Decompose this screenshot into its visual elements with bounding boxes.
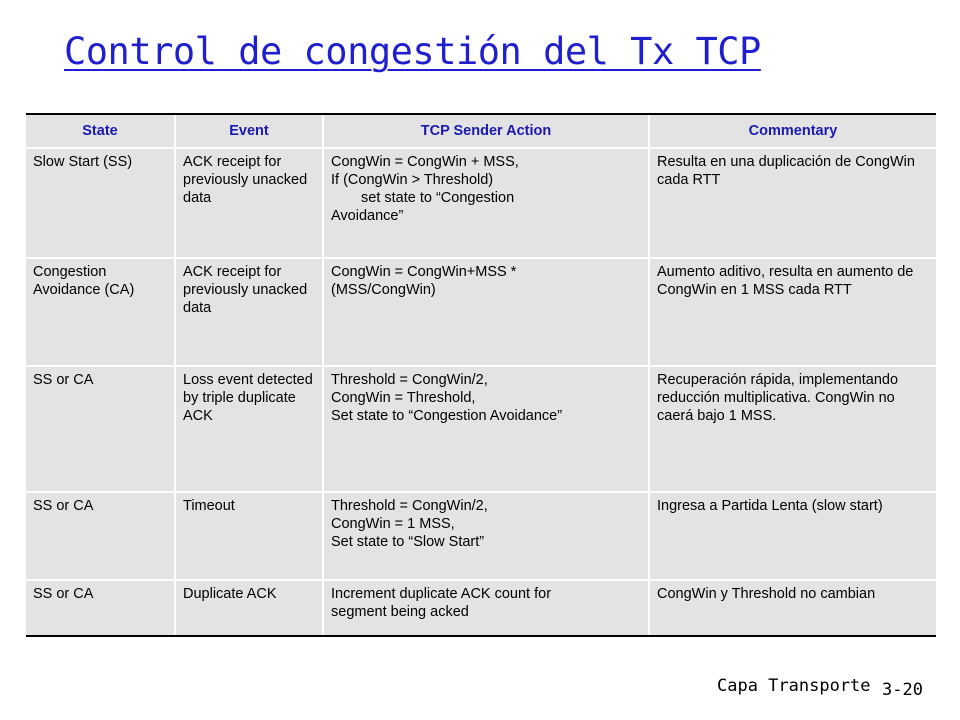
action-line: CongWin = Threshold, <box>331 390 476 406</box>
table-row-5-commentary: CongWin y Threshold no cambian <box>650 581 936 635</box>
header-action: TCP Sender Action <box>324 115 648 147</box>
action-line: Set state to “Congestion Avoidance” <box>331 408 563 424</box>
table-row-2-action <box>324 259 648 365</box>
table-row-2-commentary: Aumento aditivo, resulta en aumento de CongWin en 1 MSS cada RTT <box>650 259 936 365</box>
table-row-4-state: SS or CA <box>26 493 174 579</box>
table-row-4-commentary: Ingresa a Partida Lenta (slow start) <box>650 493 936 579</box>
action-line: set state to “Congestion <box>361 190 515 206</box>
table-row-5-state: SS or CA <box>26 581 174 635</box>
table-top-rule <box>26 113 936 115</box>
table-row-3-event: Loss event detected by triple duplicate ACK <box>176 367 322 491</box>
header-event: Event <box>176 115 322 147</box>
table-row-1-event: ACK receipt for previously unacked data <box>176 149 322 257</box>
table-row-3-commentary: Recuperación rápida, implementando reducción multiplicativa. CongWin no caerá bajo 1 MSS. <box>650 367 936 491</box>
action-line: CongWin = CongWin + MSS, <box>331 154 519 170</box>
action-line: Threshold = CongWin/2, <box>331 372 488 388</box>
table-row-1-action <box>324 149 648 257</box>
header-commentary: Commentary <box>650 115 936 147</box>
action-line: Set state to “Slow Start” <box>331 534 485 550</box>
table-row-5-event: Duplicate ACK <box>176 581 322 635</box>
table-row-4-action <box>324 493 648 579</box>
action-line: If (CongWin > Threshold) <box>331 172 494 188</box>
congestion-control-table <box>26 113 936 637</box>
action-line: CongWin = CongWin+MSS * <box>331 264 517 280</box>
action-line: Increment duplicate ACK count for <box>331 586 552 602</box>
table-bottom-rule <box>26 635 936 637</box>
table-row-1-commentary: Resulta en una duplicación de CongWin cada RTT <box>650 149 936 257</box>
table-row-2-state: Congestion Avoidance (CA) <box>26 259 174 365</box>
action-line: Threshold = CongWin/2, <box>331 498 488 514</box>
action-line: CongWin = 1 MSS, <box>331 516 455 532</box>
action-line: (MSS/CongWin) <box>331 282 436 298</box>
chapter-label: Capa Transporte <box>717 676 871 696</box>
table-row-3-action <box>324 367 648 491</box>
header-state: State <box>26 115 174 147</box>
table-row-1-state: Slow Start (SS) <box>26 149 174 257</box>
table-row-3-state: SS or CA <box>26 367 174 491</box>
table-row-5-action <box>324 581 648 635</box>
slide-title: Control de congestión del Tx TCP <box>64 30 761 73</box>
page-number: 3-20 <box>882 680 923 700</box>
table-row-2-event: ACK receipt for previously unacked data <box>176 259 322 365</box>
table-row-4-event: Timeout <box>176 493 322 579</box>
action-line: segment being acked <box>331 604 469 620</box>
action-line: Avoidance” <box>331 208 404 224</box>
